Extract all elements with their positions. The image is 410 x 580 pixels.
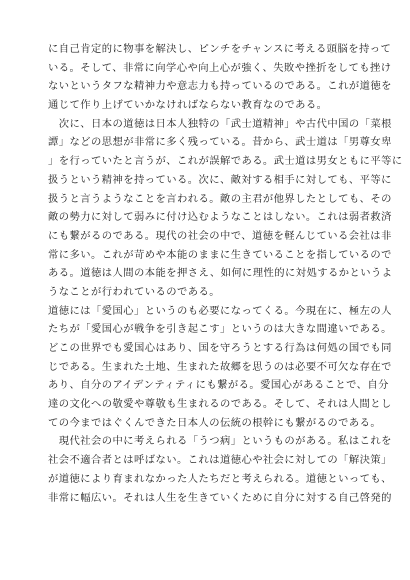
text-line: 扱うと言うようなことを言われる。敵の主君が他界したとしても、その <box>48 192 392 205</box>
text-line: 常に多い。これが苛めや本能のままに生きていることを指しているので <box>48 248 392 261</box>
text-line: 現代社会の中に考えられる「うつ病」というものがある。私はこれを <box>48 435 392 448</box>
text-line: ある。道徳は人間の本能を押さえ、如何に理性的に対処するかというよ <box>48 267 393 280</box>
text-line: うなことが行われているのである。 <box>48 285 220 298</box>
text-line: 扱うという精神を持っている。次に、敵対する相手に対しても、平等に <box>48 173 392 186</box>
text-line: 達の文化への敬愛や尊敬も生まれるのである。そして、それは人間とし <box>48 398 392 411</box>
text-line: どこの世界でも愛国心はあり、国を守ろうとする行為は何処の国でも同 <box>48 342 392 354</box>
text-line: にも繋がるのである。現代の社会の中で、道徳を軽んじている会社は非 <box>48 229 392 242</box>
text-line: 譚」などの思想が非常に多く残っている。昔から、武士道は「男尊女卑 <box>48 136 392 149</box>
text-line: ての今まではぐくんできた日本人の伝統の根幹にも繋がるのである。 <box>48 416 382 429</box>
text-line: じである。生まれた土地、生まれた故郷を思うのは必要不可欠な存在で <box>48 360 392 373</box>
text-line: 通じて作り上げていかなければならない教育なのである。 <box>48 99 328 112</box>
body-text <box>48 40 403 507</box>
text-line: 道徳には「愛国心」というのも必要になってくる。今現在に、極左の人 <box>48 304 392 317</box>
text-line: いる。そして、非常に向学心や向上心が強く、失敗や挫折をしても挫け <box>48 61 392 74</box>
text-line: に自己肯定的に物事を解決し、ピンチをチャンスに考える頭脳を持って <box>48 43 392 55</box>
text-line: ないというタフな精神力や意志力も持っているのである。これが道徳を <box>48 80 392 93</box>
text-line: たちが「愛国心が戦争を引き起こす」というのは大きな間違いである。 <box>48 323 392 336</box>
text-line: あり、自分のアイデンティティにも繋がる。愛国心があることで、自分 <box>48 379 389 392</box>
text-line: が道徳により育まれなかった人たちだと考えられる。道徳といっても、 <box>48 472 392 485</box>
text-line: 社会不適合者とは呼ばない。これは道徳心や社会に対しての「解決策」 <box>48 454 392 467</box>
text-line: 敵の勢力に対して弱みに付け込むようなことはしない。これは弱者救済 <box>48 211 392 224</box>
text-line: 」を行っていたと言うが、これが誤解である。武士道は男女ともに平等に <box>48 155 403 168</box>
text-line: 次に、日本の道徳は日本人独特の「武士道精神」や古代中国の「菜根 <box>48 117 392 130</box>
text-line: 非常に幅広い。それは人生を生きていくために自分に対する自己啓発的 <box>48 491 392 504</box>
